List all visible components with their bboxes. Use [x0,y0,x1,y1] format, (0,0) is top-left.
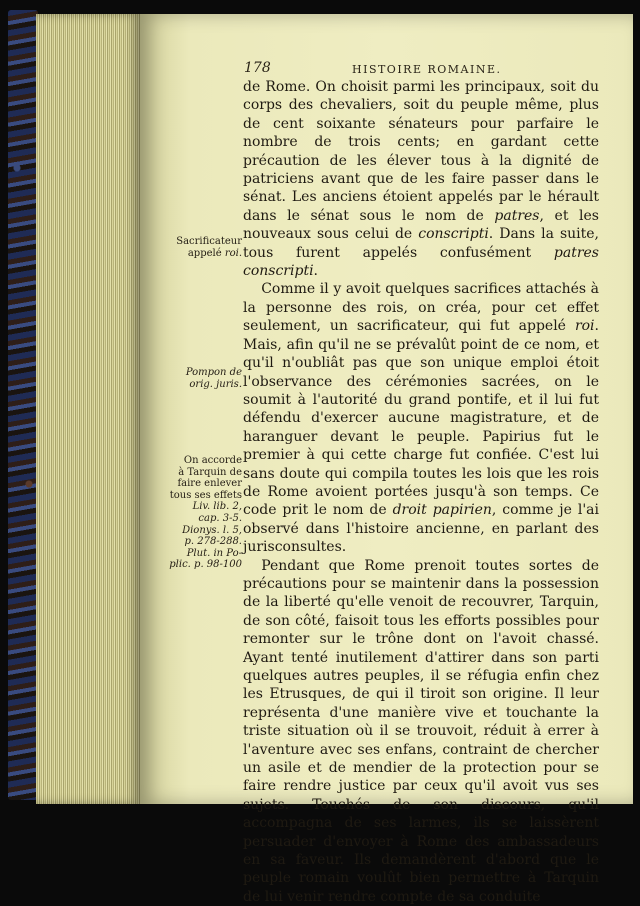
stacked-page-edges [36,14,140,804]
margin-note-sacrificateur: Sacrificateur appelé roi. [176,236,242,259]
marbled-cover-edge [8,10,38,800]
body-text [243,78,599,906]
margin-note-pompon: Pompon de orig. juris. [185,367,242,390]
running-title: HISTOIRE ROMAINE. [352,63,502,76]
margin-note-tarquin: On accorde à Tarquin de faire enlever tous ses effets Liv. lib. 2, cap. 3-5. Dionys. l. 5, p. 278-288. Plut. in Po- plic. p. 98-100 [169,455,242,571]
paragraph-senate: de Rome. On choisit parmi les principaux, soit du corps des chevaliers, soit du peuple même, plus de cent soixante sénateurs pour parfaire le nombre de trois cents; en gardant cette précaution de les élever tous à la dignité de patriciens avant que de les faire passer dans le sénat. Les anciens étoient appelés par le hérault dans le sénat sous le nom de patres, et les nouveaux sous celui de conscripti. Dans la suite, tous furent appelés confusément patres conscripti. [243,79,600,280]
paragraph-tarquin: Pendant que Rome prenoit toutes sortes de précautions pour se maintenir dans la possession de la liberté qu'elle venoit de recouvrer, Tarquin, de son côté, faisoit tous les efforts possibles pour remonter sur le trône dont on l'avoit chassé. Ayant tenté inutilement d'attirer dans son parti quelques autres peuples, il se réfugia enfin chez les Etrusques, de qui il tiroit son origine. Il leur représenta d'une manière vive et touchante la triste situation où il se trouvoit, réduit à errer à l'aventure avec ses enfans, contraint de chercher un asile et de mendier de la protection pour se faire rendre justice par ceux qu'il avoit vus ses sujets. Touchés de son discours, qu'il accompagna de ses larmes, ils se laissèrent persuader d'envoyer à Rome des ambassadeurs en sa faveur. Ils demandèrent d'abord que le peuple romain voulût bien permettre à Tarquin de lui venir rendre compte de sa conduite [243,557,599,905]
paragraph-sacrificer: Comme il y avoit quelques sacrifices attachés à la personne des rois, on créa, pour cet effet seulement, un sacrificateur, qui fut appelé roi. Mais, afin qu'il ne se prévalût point de ce nom, et qu'il n'oubliât pas que son unique emploi étoit l'observance des cérémonies sacrées, on le soumit à l'autorité du grand pontife, et il lui fut défendu d'exercer aucune magistrature, et de haranguer devant le peuple. Papirius fut le premier à qui cette charge fut confiée. C'est lui sans doute qui compila toutes les lois que les rois de Rome avoient portées jusqu'à son temps. Ce code prit le nom de droit papirien, comme je l'ai observé dans l'histoire ancienne, en parlant des jurisconsultes. [243,281,600,556]
page-number: 178 [244,60,271,76]
page-header [244,60,599,80]
